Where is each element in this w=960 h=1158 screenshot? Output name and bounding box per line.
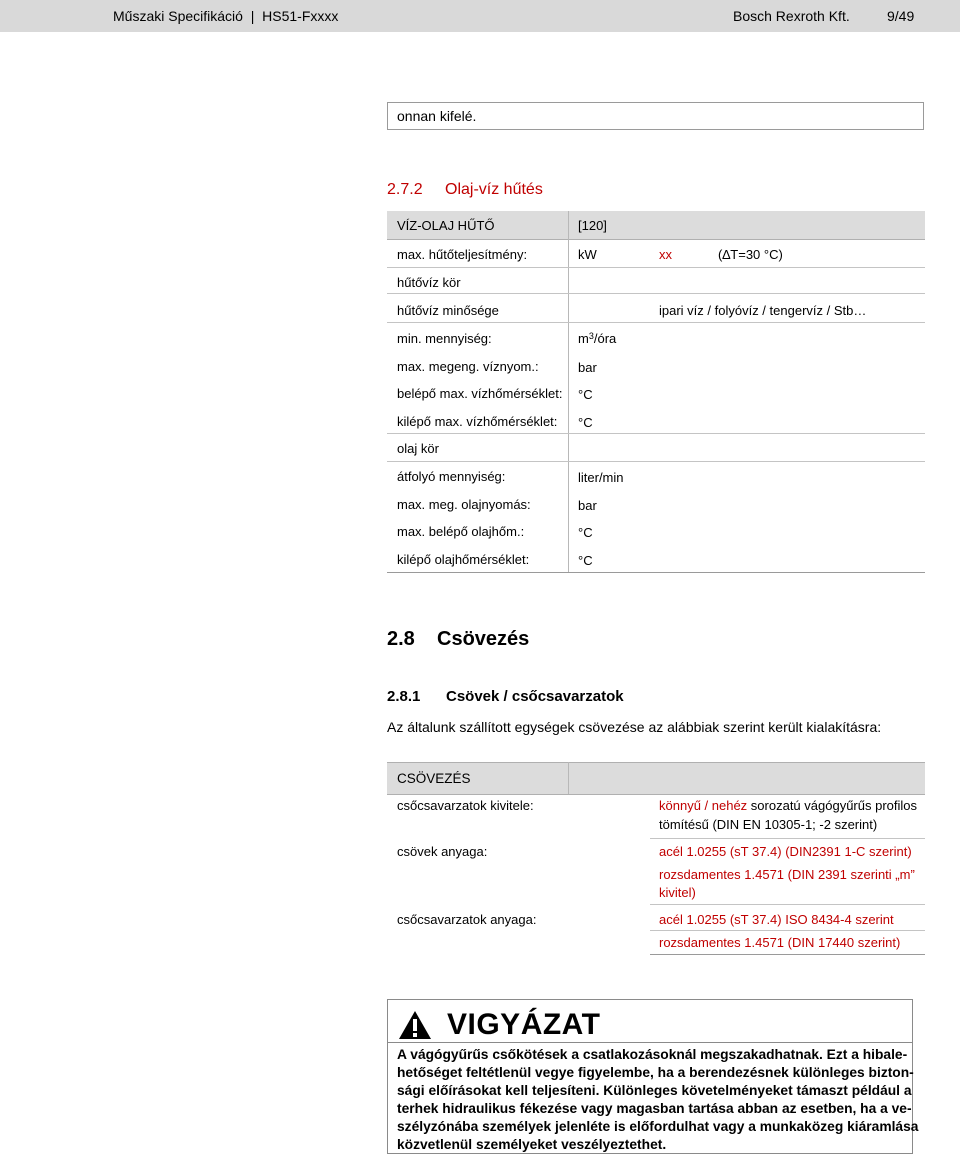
pipe-material-option-2-line2: kivitel) bbox=[659, 885, 696, 900]
warning-text bbox=[397, 1046, 919, 1154]
section-number: 2.8.1 bbox=[387, 688, 421, 705]
min-quantity-label: min. mennyiség: bbox=[397, 331, 492, 346]
cooling-power-value: xx bbox=[659, 247, 672, 262]
row-divider bbox=[650, 904, 925, 905]
row-divider bbox=[650, 930, 925, 931]
cooling-power-unit: kW bbox=[578, 247, 597, 262]
pipe-material-label: csövek anyaga: bbox=[397, 844, 488, 859]
unit-rest: /óra bbox=[593, 331, 617, 346]
table-bottom-border bbox=[387, 572, 925, 573]
continued-text-box bbox=[387, 102, 924, 130]
fittings-design-label: csőcsavarzatok kivitele: bbox=[397, 798, 534, 813]
warning-box bbox=[387, 999, 919, 1154]
flow-unit: liter/min bbox=[578, 470, 624, 485]
warning-title: VIGYÁZAT bbox=[447, 1008, 601, 1041]
oil-pressure-unit: bar bbox=[578, 498, 597, 513]
section-heading-2-8 bbox=[387, 628, 530, 651]
series-text: sorozatú vágógyűrűs profilos bbox=[747, 798, 917, 813]
warning-title-row bbox=[388, 1000, 912, 1043]
cooling-power-label: max. hűtőteljesítmény: bbox=[397, 247, 528, 262]
flow-label: átfolyó mennyiség: bbox=[397, 469, 506, 484]
row-divider bbox=[387, 433, 925, 434]
outlet-water-temp-label: kilépő max. vízhőmérséklet: bbox=[397, 414, 558, 429]
oil-outlet-temp-label: kilépő olajhőmérséklet: bbox=[397, 552, 530, 567]
row-divider bbox=[650, 838, 925, 839]
water-quality-value: ipari víz / folyóvíz / tengervíz / Stb… bbox=[659, 303, 867, 318]
cooling-power-note: (∆T=30 °C) bbox=[718, 247, 783, 262]
oil-outlet-temp-unit: °C bbox=[578, 553, 593, 568]
row-divider bbox=[387, 293, 925, 294]
water-circuit-label: hűtővíz kör bbox=[397, 275, 461, 290]
section-title: Csövek / csőcsavarzatok bbox=[446, 688, 624, 705]
warning-triangle-icon bbox=[398, 1010, 432, 1040]
page-header bbox=[0, 0, 960, 32]
section-heading-2-8-1 bbox=[387, 688, 624, 705]
section-title: Olaj-víz hűtés bbox=[445, 181, 543, 198]
section-number: 2.7.2 bbox=[387, 181, 423, 198]
table-header-value: [120] bbox=[578, 218, 607, 233]
warning-line: szélyzónába személyek jelenléte is előfordulhat vagy a munkaközeg kiáramlása bbox=[397, 1119, 919, 1134]
inlet-water-temp-label: belépő max. vízhőmérséklet: bbox=[397, 386, 563, 401]
warning-line: terhek hidraulikus fékezése vagy magasban tartása abban az esetben, ha a ve- bbox=[397, 1101, 912, 1116]
row-divider bbox=[387, 267, 925, 268]
water-quality-label: hűtővíz minősége bbox=[397, 303, 499, 318]
pipe-material-option-1: acél 1.0255 (sT 37.4) (DIN2391 1-C szerint) bbox=[659, 844, 912, 859]
warning-line: hetőséget feltétlenül vegye figyelembe, ha a berendezésnek különleges bizton- bbox=[397, 1065, 914, 1080]
series-options: könnyű / nehéz bbox=[659, 798, 748, 813]
oil-inlet-temp-label: max. belépő olajhőm.: bbox=[397, 524, 525, 539]
max-water-pressure-unit: bar bbox=[578, 360, 597, 375]
fitting-material-label: csőcsavarzatok anyaga: bbox=[397, 912, 537, 927]
table-column-divider bbox=[568, 211, 569, 573]
fitting-material-option-2: rozsdamentes 1.4571 (DIN 17440 szerint) bbox=[659, 935, 901, 950]
table-header-label: CSÖVEZÉS bbox=[397, 771, 471, 786]
fittings-design-value-line2: tömítésű (DIN EN 10305-1; -2 szerint) bbox=[659, 817, 878, 832]
unit-base: m bbox=[578, 331, 589, 346]
intro-paragraph: Az általunk szállított egységek csövezése az alábbiak szerint került kialakításra: bbox=[387, 719, 882, 735]
row-divider bbox=[387, 322, 925, 323]
company-name: Bosch Rexroth Kft. bbox=[733, 8, 850, 24]
warning-line: közvetlenül személyeket veszélyeztethet. bbox=[397, 1137, 667, 1152]
document-title: Műszaki Specifikáció | HS51-Fxxxx bbox=[113, 8, 339, 24]
min-quantity-unit bbox=[578, 331, 616, 346]
table-header-label: VÍZ-OLAJ HŰTŐ bbox=[397, 218, 495, 233]
warning-line: sági előírásokat kell teljesíteni. Különleges követelményeket támaszt például a bbox=[397, 1083, 912, 1098]
table-column-divider bbox=[568, 762, 569, 794]
oil-inlet-temp-unit: °C bbox=[578, 525, 593, 540]
oil-circuit-label: olaj kör bbox=[397, 441, 439, 456]
pipe-material-option-2: rozsdamentes 1.4571 (DIN 2391 szerinti „m” bbox=[659, 867, 915, 882]
row-divider bbox=[387, 461, 925, 462]
fitting-material-option-1: acél 1.0255 (sT 37.4) ISO 8434-4 szerint bbox=[659, 912, 894, 927]
outlet-water-temp-unit: °C bbox=[578, 415, 593, 430]
inlet-water-temp-unit: °C bbox=[578, 387, 593, 402]
section-number: 2.8 bbox=[387, 628, 415, 650]
max-water-pressure-label: max. megeng. víznyom.: bbox=[397, 359, 539, 374]
table-bottom-border bbox=[650, 954, 925, 955]
continued-text: onnan kifelé. bbox=[397, 108, 477, 124]
warning-line: A vágógyűrűs csőkötések a csatlakozásoknál megszakadhatnak. Ezt a hibale- bbox=[397, 1047, 908, 1062]
page-number: 9/49 bbox=[887, 8, 915, 24]
fittings-design-value bbox=[659, 798, 917, 813]
section-title: Csövezés bbox=[437, 628, 530, 650]
unit-superscript: 3 bbox=[588, 331, 594, 341]
section-heading-2-7-2 bbox=[387, 181, 687, 201]
oil-pressure-label: max. meg. olajnyomás: bbox=[397, 497, 531, 512]
